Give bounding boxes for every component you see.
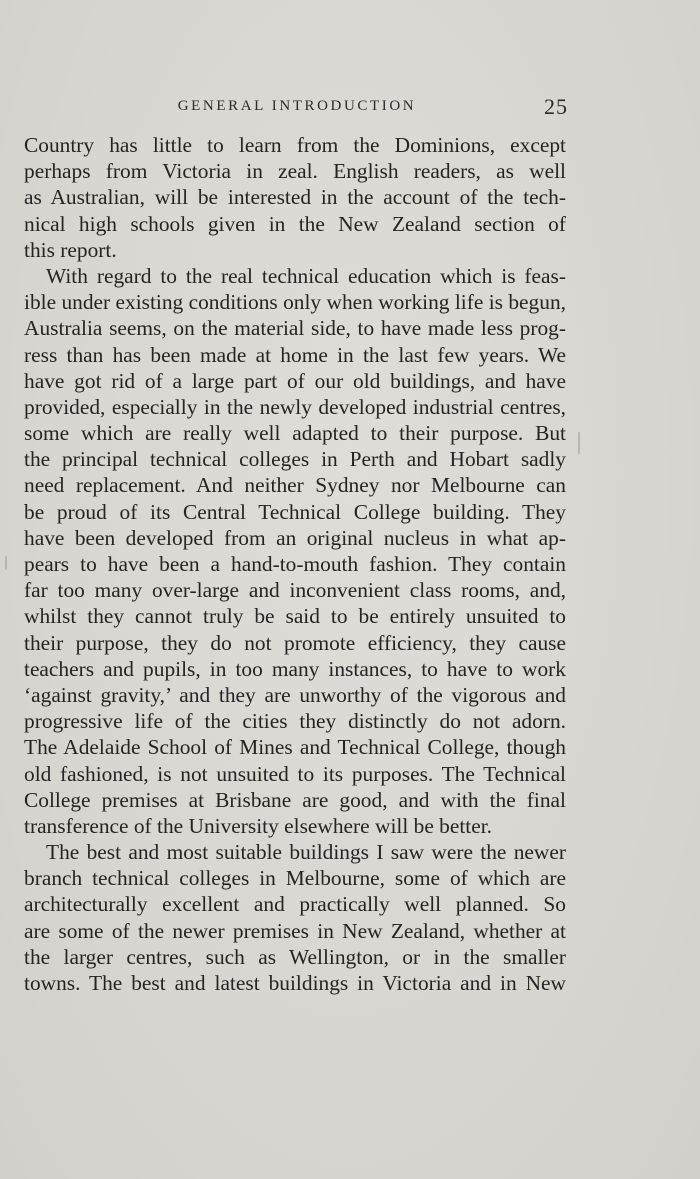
text-line: nical high schools given in the New Zealand section of bbox=[24, 211, 566, 236]
text-line: Australia seems, on the material side, to have made less prog- bbox=[24, 316, 566, 341]
text-line: With regard to the real technical education which is feas- bbox=[46, 263, 566, 288]
text-line: have been developed from an original nucleus in what ap- bbox=[24, 525, 566, 550]
text-line: the principal technical colleges in Perth and Hobart sadly bbox=[24, 447, 566, 472]
text-line: some which are really well adapted to their purpose. But bbox=[24, 421, 566, 446]
body-text bbox=[24, 132, 566, 996]
text-line: far too many over-large and inconvenient class rooms, and, bbox=[24, 578, 566, 603]
text-line: whilst they cannot truly be said to be entirely unsuited to bbox=[24, 604, 566, 629]
text-line: the larger centres, such as Wellington, or in the smaller bbox=[24, 944, 566, 969]
text-line: are some of the newer premises in New Zealand, whether at bbox=[24, 918, 566, 943]
text-line: towns. The best and latest buildings in Victoria and in New bbox=[24, 971, 566, 995]
text-line: Country has little to learn from the Dominions, except bbox=[24, 133, 566, 157]
running-head bbox=[24, 96, 568, 120]
text-line: their purpose, they do not promote efficiency, they cause bbox=[24, 630, 566, 655]
text-line: The best and most suitable buildings I saw were the newer bbox=[46, 840, 566, 865]
text-line: old fashioned, is not unsuited to its purposes. The Technical bbox=[24, 761, 566, 786]
text-line: perhaps from Victoria in zeal. English readers, as well bbox=[24, 159, 566, 184]
text-line: architecturally excellent and practically well planned. So bbox=[24, 892, 566, 917]
text-line: ible under existing conditions only when working life is begun, bbox=[24, 290, 566, 315]
text-line: need replacement. And neither Sydney nor Melbourne can bbox=[24, 473, 566, 498]
text-line: as Australian, will be interested in the account of the tech- bbox=[24, 185, 566, 210]
page-number: 25 bbox=[544, 94, 568, 119]
text-line: progressive life of the cities they distinctly do not adorn. bbox=[24, 709, 566, 734]
text-line: ress than has been made at home in the last few years. We bbox=[24, 342, 566, 367]
text-line: this report. bbox=[24, 237, 117, 262]
text-line: teachers and pupils, in too many instances, to have to work bbox=[24, 656, 566, 681]
text-line: pears to have been a hand-to-mouth fashion. They contain bbox=[24, 552, 566, 576]
text-line: transference of the University elsewhere will be better. bbox=[24, 813, 493, 838]
margin-mark bbox=[5, 556, 7, 570]
running-head-title: GENERAL INTRODUCTION bbox=[177, 98, 417, 114]
text-line: College premises at Brisbane are good, and with the final bbox=[24, 787, 566, 812]
text-line: branch technical colleges in Melbourne, some of which are bbox=[24, 866, 566, 891]
paragraph bbox=[24, 132, 566, 263]
paragraph bbox=[24, 839, 566, 996]
text-line: provided, especially in the newly developed industrial centres, bbox=[24, 394, 566, 419]
text-line: The Adelaide School of Mines and Technical College, though bbox=[24, 735, 566, 760]
text-line: have got rid of a large part of our old buildings, and have bbox=[24, 368, 566, 393]
margin-mark bbox=[578, 432, 580, 454]
text-line: be proud of its Central Technical College building. They bbox=[24, 499, 566, 524]
text-line: ‘against gravity,’ and they are unworthy of the vigorous and bbox=[24, 682, 566, 707]
paragraph bbox=[24, 263, 566, 839]
